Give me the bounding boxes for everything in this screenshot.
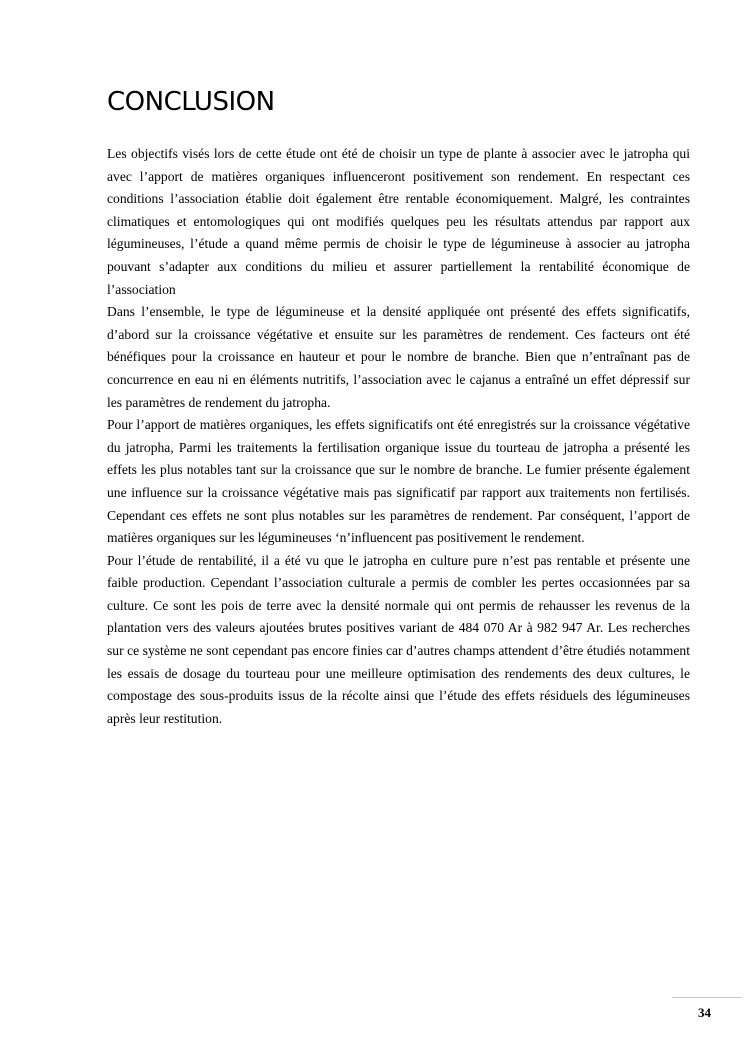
paragraph: Dans l’ensemble, le type de légumineuse et la densité appliquée ont présenté des effets significatifs, d’abord sur la croissance végétative et ensuite sur les paramètres de rendement. Ces facteurs ont été bénéfiques pour la croissance en hauteur et pour le nombre de branche. Bien que n’entraînant pas de concurrence en eau ni en éléments nutritifs, l’association avec le cajanus a entraîné un effet dépressif sur les paramètres de rendement du jatropha. bbox=[107, 304, 690, 410]
footer-divider bbox=[672, 997, 742, 998]
conclusion-body bbox=[107, 143, 690, 730]
paragraph: Pour l’apport de matières organiques, les effets significatifs ont été enregistrés sur la croissance végétative du jatropha, Parmi les traitements la fertilisation organique issue du tourteau de jatropha a présenté les effets les plus notables tant sur la croissance que sur le nombre de branche. Le fumier présente également une influence sur la croissance végétative mais pas significatif par rapport aux traitements non fertilisés. Cependant ces effets ne sont plus notables sur les paramètres de rendement. Par conséquent, l’apport de matières organiques sur les légumineuses ‘n’influencent pas positivement le rendement. bbox=[107, 417, 690, 546]
section-title: CONCLUSION bbox=[107, 87, 275, 117]
paragraph: Pour l’étude de rentabilité, il a été vu que le jatropha en culture pure n’est pas rentable et présente une faible production. Cependant l’association culturale a permis de combler les pertes occasionnées par sa culture. Ce sont les pois de terre avec la densité normale qui ont permis de rehausser les revenus de la plantation vers des valeurs ajoutées brutes positives variant de 484 070 Ar à 982 947 Ar. Les recherches sur ce système ne sont cependant pas encore finies car d’autres champs attendent d’être étudiés notamment les essais de dosage du tourteau pour une meilleure optimisation des rendements des deux cultures, le compostage des sous-produits issus de la récolte ainsi que l’étude des effets résiduels des légumineuses après leur restitution. bbox=[107, 552, 690, 726]
paragraph: Les objectifs visés lors de cette étude ont été de choisir un type de plante à associer avec le jatropha qui avec l’apport de matières organiques influenceront positivement son rendement. En respectant ces conditions l’association établie doit également être rentable économiquement. Malgré, les contraintes climatiques et entomologiques qui ont modifiés quelques peu les résultats attendus par rapport aux légumineuses, l’étude a quand même permis de choisir le type de légumineuse à associer au jatropha pouvant s’adapter aux conditions du milieu et assurer partiellement la rentabilité économique de l’association bbox=[107, 146, 690, 297]
page-number: 34 bbox=[698, 1005, 711, 1020]
